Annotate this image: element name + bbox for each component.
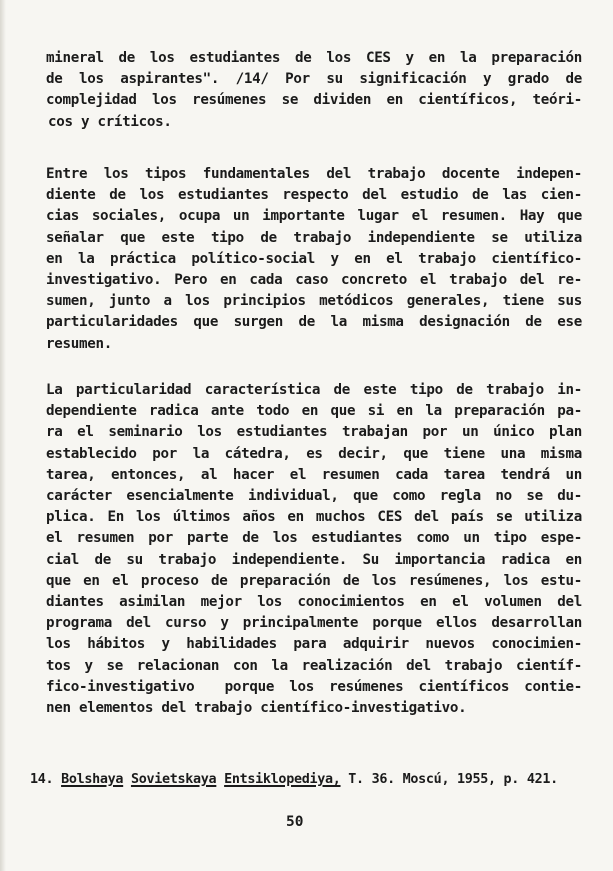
text-line: complejidad los resúmenes se dividen en científicos, teóri- (46, 92, 582, 109)
paragraph-1 (46, 48, 582, 133)
text-line: Entre los tipos fundamentales del trabajo docente indepen- (46, 166, 582, 182)
text-line: dependiente radica ante todo en que si en la preparación pa- (46, 403, 582, 420)
text-line: investigativo. Pero en cada caso concreto el trabajo del re- (46, 272, 582, 289)
text-line: los hábitos y habilidades para adquirir nuevos conocimien- (46, 636, 582, 653)
text-line: de los aspirantes". /14/ Por su significación y grado de (46, 71, 582, 88)
text-line: tarea, entonces, al hacer el resumen cada tarea tendrá un (46, 466, 582, 483)
text-line: señalar que este tipo de trabajo independiente se utiliza (46, 229, 582, 246)
footnote (30, 772, 590, 787)
text-line: sumen, junto a los principios metódicos generales, tiene sus (46, 293, 582, 310)
footnote-title-word: Entsiklopediya, (224, 772, 341, 787)
text-line: cos y críticos. (48, 113, 172, 130)
paragraph-2 (46, 164, 582, 355)
text-line: plica. En los últimos años en muchos CES del país se utiliza (46, 509, 582, 526)
text-line: particularidades que surgen de la misma designación de ese (46, 314, 582, 331)
page-edge-shadow (0, 0, 6, 871)
text-line: nen elementos del trabajo científico-investigativo. (46, 700, 467, 717)
text-line: en la práctica político-social y en el trabajo científico- (46, 250, 582, 267)
text-line: cial de su trabajo independiente. Su importancia radica en (46, 551, 582, 568)
footnote-title-word: Bolshaya (61, 772, 124, 787)
footnote-citation: T. 36. Moscú, 1955, p. 421. (348, 772, 558, 787)
text-line: ra el seminario los estudiantes trabajan por un único plan (46, 424, 582, 441)
text-line: programa del curso y principalmente porque ellos desarrollan (46, 615, 582, 632)
text-line: tos y se relacionan con la realización del trabajo científ- (46, 657, 582, 674)
footnote-number: 14. (30, 772, 54, 787)
text-line: diantes asimilan mejor los conocimientos en el volumen del (46, 594, 582, 611)
text-line: resumen. (46, 335, 112, 352)
text-line: carácter esencialmente individual, que como regla no se du- (46, 488, 582, 505)
page-number: 50 (286, 814, 304, 830)
text-line: el resumen por parte de los estudiantes como un tipo espe- (46, 530, 582, 547)
paragraph-3 (46, 380, 582, 719)
text-line: cias sociales, ocupa un importante lugar el resumen. Hay que (46, 208, 582, 225)
text-line: diente de los estudiantes respecto del estudio de las cien- (46, 187, 582, 204)
text-line: que en el proceso de preparación de los resúmenes, los estu- (46, 572, 582, 589)
footnote-title-word: Sovietskaya (130, 772, 217, 787)
text-line: establecido por la cátedra, es decir, que tiene una misma (46, 445, 582, 462)
text-line: fico-investigativo porque los resúmenes científicos contie- (46, 678, 582, 695)
text-line: La particularidad característica de este tipo de trabajo in- (46, 382, 582, 398)
text-line: mineral de los estudiantes de los CES y en la preparación (46, 50, 582, 66)
